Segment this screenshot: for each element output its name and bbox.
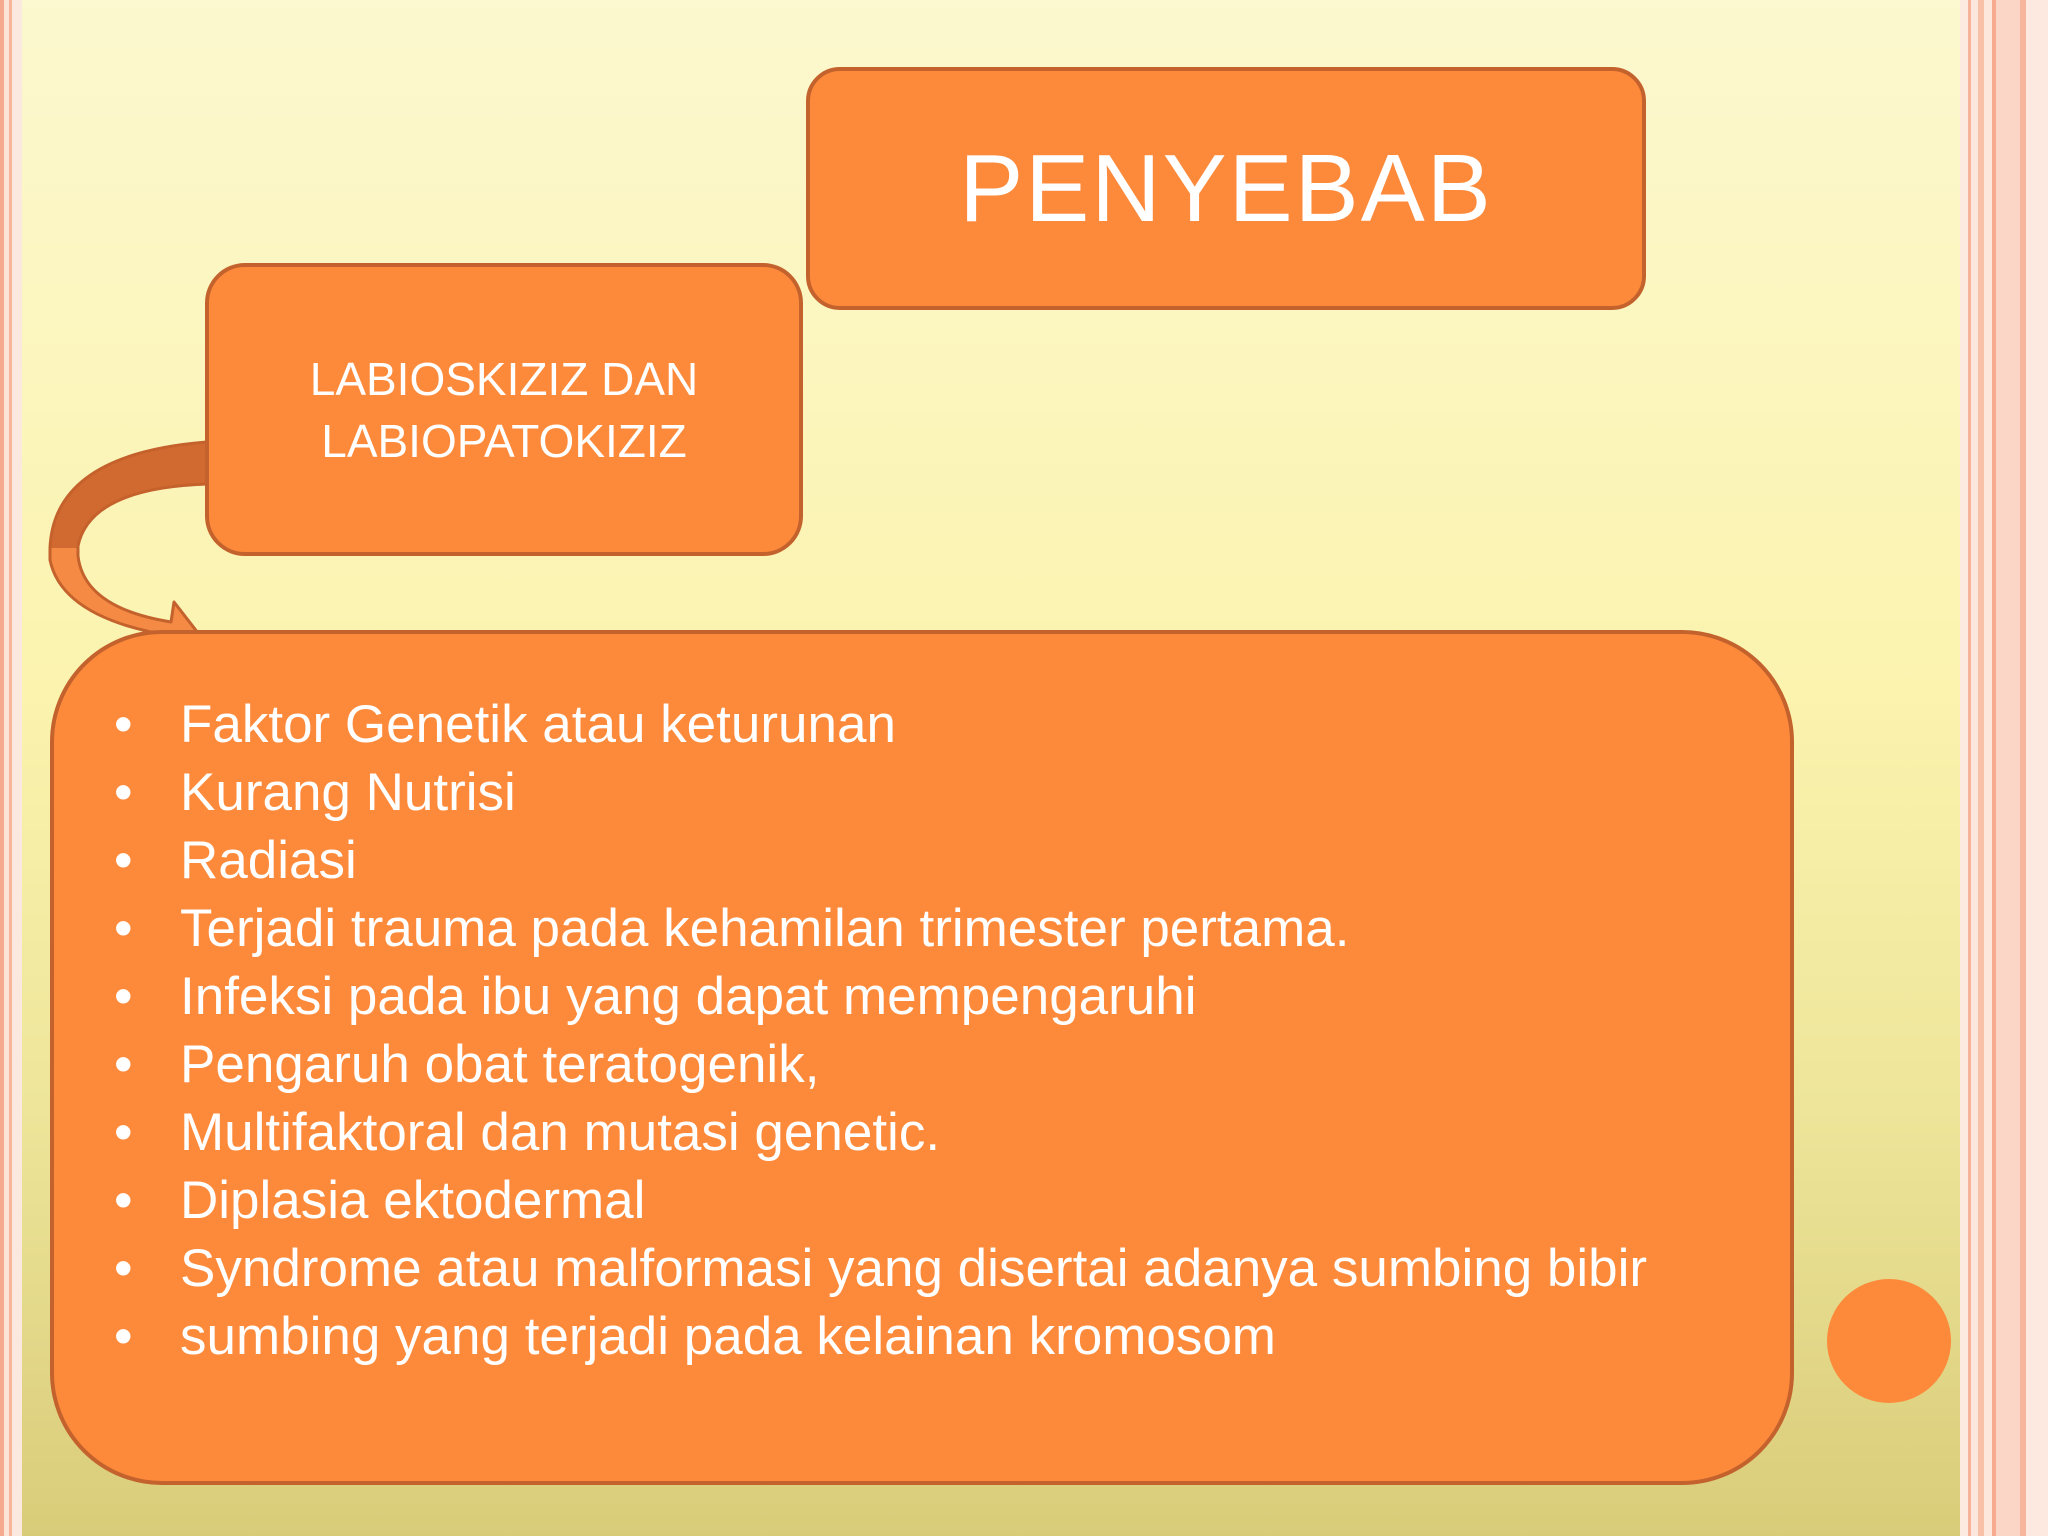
list-item: • Infeksi pada ibu yang dapat mempengaruhi bbox=[114, 963, 1714, 1031]
left-decorative-border bbox=[0, 0, 22, 1536]
right-decorative-border bbox=[1960, 0, 2048, 1536]
subtitle-box bbox=[205, 263, 803, 556]
list-item: • sumbing yang terjadi pada kelainan kromosom bbox=[114, 1303, 1714, 1371]
list-item: • Diplasia ektodermal bbox=[114, 1167, 1714, 1235]
causes-list bbox=[114, 691, 1714, 1371]
causes-box bbox=[50, 630, 1794, 1485]
list-item: • Terjadi trauma pada kehamilan trimester pertama. bbox=[114, 895, 1714, 963]
list-item: • Faktor Genetik atau keturunan bbox=[114, 691, 1714, 759]
subtitle-text bbox=[310, 348, 699, 472]
subtitle-line-2: LABIOPATOKIZIZ bbox=[321, 414, 687, 467]
decorative-circle-icon bbox=[1827, 1279, 1951, 1403]
list-item: • Kurang Nutrisi bbox=[114, 759, 1714, 827]
list-item: • Syndrome atau malformasi yang disertai adanya sumbing bibir bbox=[114, 1235, 1714, 1303]
title-box bbox=[806, 67, 1646, 310]
slide-title: PENYEBAB bbox=[959, 134, 1493, 242]
list-item: • Pengaruh obat teratogenik, bbox=[114, 1031, 1714, 1099]
list-item: • Radiasi bbox=[114, 827, 1714, 895]
subtitle-line-1: LABIOSKIZIZ DAN bbox=[309, 352, 699, 405]
list-item: • Multifaktoral dan mutasi genetic. bbox=[114, 1099, 1714, 1167]
